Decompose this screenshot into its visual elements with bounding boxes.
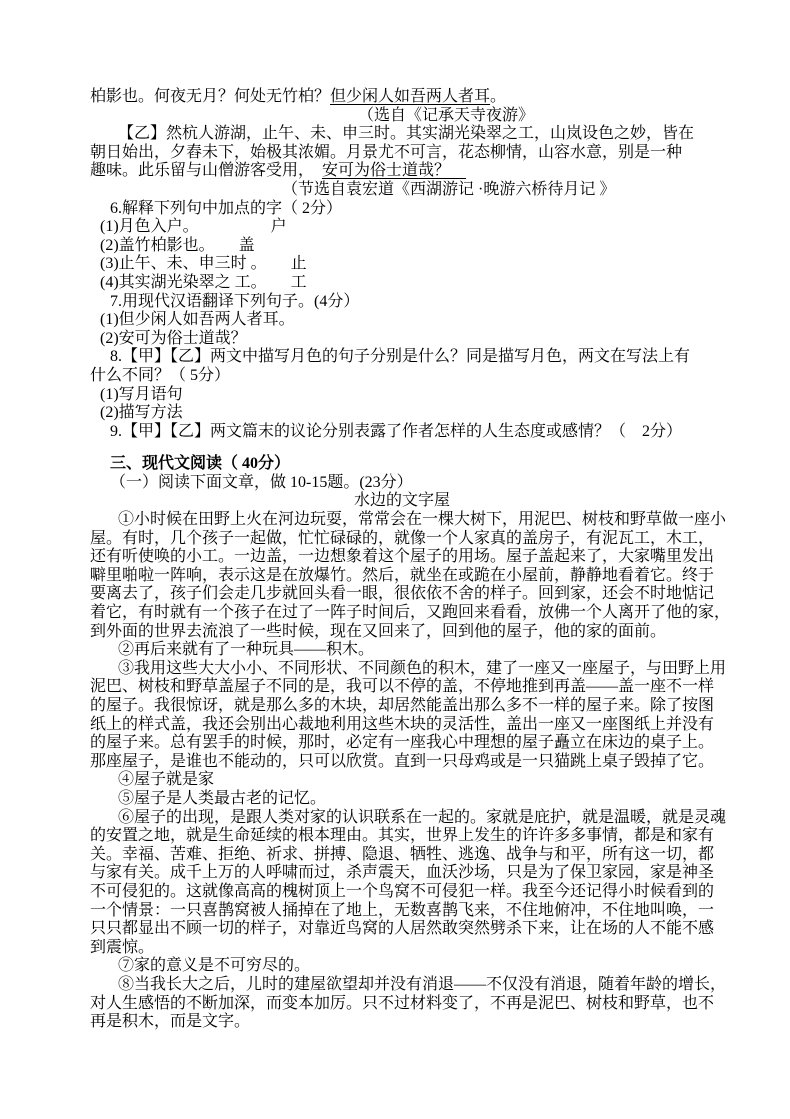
text-segment: 7.用现代汉语翻译下列句子。(4分）	[110, 292, 360, 310]
doc-line	[90, 585, 714, 604]
text-segment: 8.【甲】【乙】两文中描写月色的句子分别是什么？同是描写月色，两文在写法上有	[110, 348, 691, 366]
text-segment: ⑧当我长大之后，儿时的建屋欲望却并没有消退——不仅没有消退，随着年龄的增长，	[118, 975, 727, 993]
text-segment: 着它，有时就有一个孩子在过了一阵子时间后，又跑回来看看，放佛一个人离开了他的家，	[90, 604, 731, 622]
doc-line	[90, 678, 714, 697]
doc-line	[90, 144, 714, 163]
question-subitem	[90, 274, 714, 293]
text-segment: 不可侵犯的。这就像高高的槐树顶上一个鸟窝不可侵犯一样。我至今还记得小时候看到的	[90, 882, 715, 900]
text-segment: 9.【甲】【乙】两文篇末的议论分别表露了作者怎样的人生态度或感情？（ 2分）	[110, 422, 683, 440]
question-line	[90, 348, 714, 367]
exam-document	[90, 88, 731, 1032]
question-subitem	[90, 237, 714, 256]
doc-line	[90, 641, 714, 660]
doc-line	[90, 548, 714, 567]
text-segment: ④屋子就是家	[118, 771, 215, 789]
text-segment: (2)盖竹柏影也。 盖	[100, 236, 255, 254]
doc-line	[90, 902, 714, 921]
doc-line	[90, 920, 714, 939]
text-segment: ⑦家的意义是不可穷尽的。	[118, 957, 311, 975]
doc-line	[90, 883, 714, 902]
text-segment: 朝日始出，夕舂未下，始极其浓媚。月景尤不可言，花态柳情，山容水意，别是一种	[90, 143, 683, 161]
doc-line	[90, 716, 714, 735]
doc-line	[90, 771, 714, 790]
doc-line	[90, 734, 714, 753]
text-segment: 一个情景：一只喜鹊窝被人捅掉在了地上，无数喜鹊飞来，不住地俯冲，不住地叫唤，一	[90, 901, 715, 919]
doc-line	[90, 790, 714, 809]
question-line	[90, 474, 714, 493]
doc-line	[90, 162, 714, 181]
text-segment: 。	[490, 88, 507, 105]
section-heading	[90, 455, 714, 474]
text-segment: 纸上的样式盖，我还会别出心裁地利用这些木块的灵活性，盖出一座又一座图纸上并没有	[90, 715, 715, 733]
text-segment: 对人生感悟的不断加深，而变本加厉。只不过材料变了，不再是泥巴、树枝和野草，也不	[90, 994, 715, 1012]
doc-line	[90, 939, 714, 958]
blank-line	[90, 441, 714, 455]
doc-line	[90, 659, 727, 679]
text-segment: ①小时候在田野上火在河边玩耍，常常会在一棵大树下，用泥巴、树枝和野草做一座小	[118, 511, 727, 529]
doc-line	[90, 1013, 714, 1032]
text-segment: 的屋子来。总有罢手的时候，那时，必定有一座我心中理想的屋子矗立在床边的桌子上。	[90, 734, 715, 752]
text-segment: 屋。有时，几个孩子一起做，忙忙碌碌的，就像一个人家真的盖房子，有泥瓦工，木工，	[90, 529, 715, 547]
underlined-phrase: 但少闲人如吾两人者耳	[330, 88, 491, 105]
text-segment: (1)但少闲人如吾两人者耳。	[100, 311, 295, 329]
text-segment: 那座屋子，是谁也不能动的，只可以欣赏。直到一只母鸡或是一只猫跳上桌子毁掉了它。	[90, 752, 715, 770]
doc-line	[90, 125, 714, 144]
text-segment: 6.解释下列句中加点的字（ 2分）	[110, 199, 343, 217]
doc-line	[90, 995, 714, 1014]
doc-line	[90, 808, 727, 828]
text-segment: 的屋子。我很惊讶，就是那么多的木块，却居然能盖出那么多不一样的屋子来。除了按图	[90, 697, 715, 714]
source-attribution	[90, 181, 714, 200]
text-segment: 趣味。此乐留与山僧游客受用，	[90, 162, 323, 180]
text-segment: (2)描写方法	[100, 404, 183, 422]
question-line	[90, 293, 714, 312]
doc-line	[90, 567, 714, 586]
text-segment: (1)月色入户。 户	[100, 218, 287, 236]
text-segment: 再是积木，而是文字。	[90, 1013, 251, 1031]
question-line	[90, 200, 714, 219]
text-segment: 到外面的世界去流浪了一些时候，现在又回来了，回到他的屋子，他的家的面前。	[90, 622, 667, 640]
text-segment: ⑤屋子是人类最古老的记忆。	[118, 789, 327, 807]
text-segment: 【乙】然杭人游湖，止午、未、申三时。其实湖光染翠之工，山岚设色之妙，皆在	[118, 125, 695, 143]
text-segment: 三、现代文阅读（ 40分）	[110, 455, 291, 473]
text-segment: 还有听使唤的小工。一边盖，一边想象着这个屋子的用场。屋子盖起来了，大家嘴里发出	[90, 548, 715, 566]
underlined-phrase: 安可为俗士道哉？	[322, 162, 467, 180]
text-segment: （一）阅读下面文章，做 10-15题。(23分）	[110, 473, 413, 491]
text-segment: （选自《记承天寺夜游》	[358, 106, 535, 124]
essay-title	[90, 492, 714, 511]
text-segment: 噼里啪啦一阵响，表示这是在放爆竹。然后，就坐在或跪在小屋前，静静地看着它。终于	[90, 566, 715, 584]
text-segment: 要离去了，孩子们会走几步就回头看一眼，很依依不舍的样子。回到家，还会不时地惦记	[90, 585, 715, 603]
question-subitem	[90, 255, 714, 274]
text-segment: 到震惊。	[90, 938, 155, 956]
source-attribution	[90, 107, 714, 126]
text-segment: (2)安可为俗士道哉？	[100, 329, 247, 347]
doc-line	[90, 530, 714, 549]
doc-line	[90, 846, 714, 865]
question-subitem	[90, 311, 714, 330]
question-subitem	[90, 218, 714, 237]
question-subitem	[90, 404, 714, 423]
text-segment: ②再后来就有了一种玩具——积木。	[118, 641, 375, 659]
text-segment: (3)止午、未、申三时 。 止	[100, 255, 307, 273]
text-segment: 泥巴、树枝和野草盖屋子不同的是，我可以不停的盖，不停地推到再盖——盖一座不一样	[90, 678, 715, 696]
text-segment: 关。幸福、苦难、拒绝、祈求、拼搏、隐退、牺牲、逃逸、战争与和平，所有这一切，都	[90, 845, 715, 863]
text-segment: 柏影也。何夜无月？何处无竹柏？	[90, 88, 331, 105]
question-subitem	[90, 330, 714, 349]
text-segment: ⑥屋子的出现，是跟人类对家的认识联系在一起的。家就是庇护，就是温暖，就是灵魂	[118, 808, 727, 826]
text-segment: （节选自袁宏道《西湖游记 ·晚游六桥待月记 》	[282, 180, 616, 198]
doc-line	[90, 827, 714, 846]
text-segment: 的安置之地，就是生命延续的根本理由。其实，世界上发生的许许多多事情，都是和家有	[90, 827, 715, 845]
doc-line	[90, 975, 727, 995]
doc-line	[90, 697, 714, 716]
text-segment: (1)写月语句	[100, 385, 183, 403]
doc-line	[90, 604, 731, 623]
doc-line	[90, 957, 714, 976]
doc-line	[90, 864, 714, 883]
question-line	[90, 423, 714, 442]
doc-line	[90, 511, 727, 530]
doc-line	[90, 623, 714, 642]
text-segment: ③我用这些大大小小、不同形状、不同颜色的积木，建了一座又一座屋子，与田野上用	[118, 659, 727, 677]
doc-line	[90, 753, 714, 772]
doc-line	[90, 367, 714, 386]
text-segment: (4)其实湖光染翠之 工。 工	[100, 273, 307, 291]
text-segment: 水边的文字屋	[353, 492, 450, 510]
text-segment: 只只都显出不顾一切的样子，对靠近鸟窝的人居然敢突然劈杀下来，让在场的人不能不感	[90, 920, 715, 938]
text-segment: 什么不同？（ 5分）	[90, 366, 231, 384]
doc-line	[90, 88, 714, 107]
question-subitem	[90, 386, 714, 405]
text-segment: 与家有关。成千上万的人呼啸而过，杀声震天，血沃沙场，只是为了保卫家园，家是神圣	[90, 864, 715, 882]
